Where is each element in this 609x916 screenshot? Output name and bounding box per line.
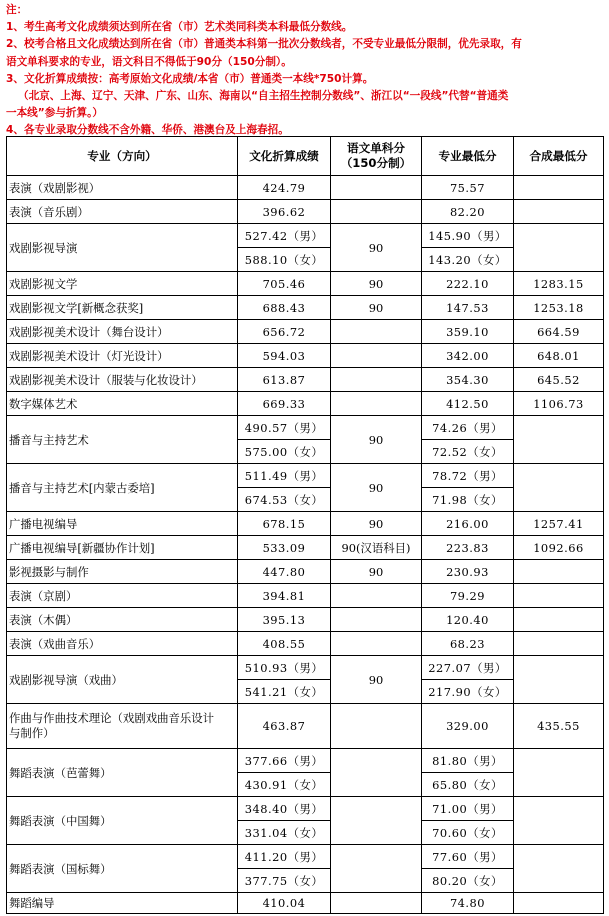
culture-cell: 395.13: [238, 608, 331, 632]
major-cell: 作曲与作曲技术理论（戏剧戏曲音乐设计与制作）: [7, 704, 238, 749]
specialty-cell: 216.00: [422, 512, 514, 536]
chinese-cell: [331, 584, 422, 608]
combined-cell: 664.59: [514, 320, 604, 344]
culture-cell: 688.43: [238, 296, 331, 320]
combined-cell: 1092.66: [514, 536, 604, 560]
table-row: [7, 797, 604, 821]
culture-cell: 396.62: [238, 200, 331, 224]
chinese-cell: [331, 392, 422, 416]
culture-cell: 533.09: [238, 536, 331, 560]
table-row: [7, 344, 604, 368]
table-row: [7, 224, 604, 248]
admission-score-table: [6, 136, 604, 914]
chinese-cell: 90: [331, 296, 422, 320]
specialty-cell: 70.60（女）: [422, 821, 514, 845]
chinese-cell: 90: [331, 464, 422, 512]
combined-cell: [514, 176, 604, 200]
major-cell: 播音与主持艺术[内蒙古委培]: [7, 464, 238, 512]
table-row: [7, 704, 604, 749]
table-row: [7, 845, 604, 869]
table-row: [7, 656, 604, 680]
specialty-cell: 78.72（男）: [422, 464, 514, 488]
combined-cell: [514, 749, 604, 797]
culture-cell: 408.55: [238, 632, 331, 656]
specialty-cell: 74.26（男）: [422, 416, 514, 440]
note-line: 一本线”参与折算。）: [6, 107, 104, 120]
chinese-cell: 90: [331, 416, 422, 464]
combined-cell: [514, 464, 604, 512]
table-row: [7, 200, 604, 224]
specialty-cell: 82.20: [422, 200, 514, 224]
major-cell: 广播电视编导: [7, 512, 238, 536]
table-row: [7, 368, 604, 392]
combined-cell: [514, 608, 604, 632]
chinese-cell: [331, 797, 422, 845]
culture-cell: 510.93（男）: [238, 656, 331, 680]
table-row: [7, 560, 604, 584]
specialty-cell: 79.29: [422, 584, 514, 608]
specialty-cell: 217.90（女）: [422, 680, 514, 704]
culture-cell: 463.87: [238, 704, 331, 749]
major-cell: 戏剧影视美术设计（服装与化妆设计）: [7, 368, 238, 392]
specialty-cell: 72.52（女）: [422, 440, 514, 464]
specialty-cell: 329.00: [422, 704, 514, 749]
chinese-cell: [331, 320, 422, 344]
table-row: [7, 464, 604, 488]
culture-cell: 377.66（男）: [238, 749, 331, 773]
admission-notes: [6, 2, 604, 140]
culture-cell: 348.40（男）: [238, 797, 331, 821]
specialty-cell: 147.53: [422, 296, 514, 320]
specialty-cell: 223.83: [422, 536, 514, 560]
table-row: [7, 296, 604, 320]
major-cell: 舞蹈表演（国标舞）: [7, 845, 238, 893]
header-combined-min: 合成最低分: [514, 137, 604, 176]
culture-cell: 447.80: [238, 560, 331, 584]
table-row: [7, 584, 604, 608]
major-cell: 戏剧影视文学: [7, 272, 238, 296]
combined-cell: [514, 893, 604, 914]
table-row: [7, 392, 604, 416]
culture-cell: 377.75（女）: [238, 869, 331, 893]
combined-cell: 1106.73: [514, 392, 604, 416]
header-specialty-min: 专业最低分: [422, 137, 514, 176]
header-chinese-score: 语文单科分（150分制）: [331, 137, 422, 176]
combined-cell: [514, 632, 604, 656]
major-cell: 舞蹈编导: [7, 893, 238, 914]
chinese-cell: [331, 749, 422, 797]
specialty-cell: 81.80（男）: [422, 749, 514, 773]
culture-cell: 669.33: [238, 392, 331, 416]
combined-cell: 1283.15: [514, 272, 604, 296]
combined-cell: 1257.41: [514, 512, 604, 536]
table-header-row: [7, 137, 604, 176]
specialty-cell: 68.23: [422, 632, 514, 656]
specialty-cell: 80.20（女）: [422, 869, 514, 893]
culture-cell: 331.04（女）: [238, 821, 331, 845]
specialty-cell: 222.10: [422, 272, 514, 296]
major-cell: 舞蹈表演（中国舞）: [7, 797, 238, 845]
table-row: [7, 512, 604, 536]
major-cell: 表演（戏曲音乐）: [7, 632, 238, 656]
table-row: [7, 272, 604, 296]
chinese-cell: [331, 344, 422, 368]
specialty-cell: 75.57: [422, 176, 514, 200]
note-line: （北京、上海、辽宁、天津、广东、山东、海南以“自主招生控制分数线”、浙江以“一段线”代替“普通类: [18, 90, 509, 103]
major-cell: 戏剧影视文学[新概念获奖]: [7, 296, 238, 320]
specialty-cell: 77.60（男）: [422, 845, 514, 869]
culture-cell: 588.10（女）: [238, 248, 331, 272]
major-cell: 表演（戏剧影视）: [7, 176, 238, 200]
specialty-cell: 145.90（男）: [422, 224, 514, 248]
culture-cell: 490.57（男）: [238, 416, 331, 440]
specialty-cell: 412.50: [422, 392, 514, 416]
note-line: 2、校考合格且文化成绩达到所在省（市）普通类本科第一批次分数线者，不受专业最低分限制，优先录取，有: [6, 38, 522, 51]
combined-cell: [514, 560, 604, 584]
table-row: [7, 320, 604, 344]
major-cell: 广播电视编导[新疆协作计划]: [7, 536, 238, 560]
chinese-cell: [331, 176, 422, 200]
culture-cell: 424.79: [238, 176, 331, 200]
table-row: [7, 416, 604, 440]
culture-cell: 594.03: [238, 344, 331, 368]
combined-cell: [514, 584, 604, 608]
specialty-cell: 71.98（女）: [422, 488, 514, 512]
chinese-cell: [331, 608, 422, 632]
major-cell: 表演（京剧）: [7, 584, 238, 608]
major-cell: 表演（木偶）: [7, 608, 238, 632]
chinese-cell: 90: [331, 224, 422, 272]
chinese-cell: 90: [331, 656, 422, 704]
culture-cell: 674.53（女）: [238, 488, 331, 512]
combined-cell: [514, 200, 604, 224]
specialty-cell: 120.40: [422, 608, 514, 632]
culture-cell: 394.81: [238, 584, 331, 608]
specialty-cell: 65.80（女）: [422, 773, 514, 797]
combined-cell: 645.52: [514, 368, 604, 392]
table-row: [7, 608, 604, 632]
combined-cell: 648.01: [514, 344, 604, 368]
table-row: [7, 632, 604, 656]
table-row: [7, 176, 604, 200]
major-cell: 戏剧影视导演: [7, 224, 238, 272]
culture-cell: 410.04: [238, 893, 331, 914]
chinese-cell: [331, 632, 422, 656]
chinese-cell: [331, 368, 422, 392]
culture-cell: 705.46: [238, 272, 331, 296]
note-line: 4、各专业录取分数线不含外籍、华侨、港澳台及上海春招。: [6, 124, 289, 137]
table-row: [7, 749, 604, 773]
table-row: [7, 893, 604, 914]
culture-cell: 656.72: [238, 320, 331, 344]
combined-cell: [514, 845, 604, 893]
chinese-cell: 90(汉语科目): [331, 536, 422, 560]
specialty-cell: 143.20（女）: [422, 248, 514, 272]
combined-cell: [514, 416, 604, 464]
specialty-cell: 354.30: [422, 368, 514, 392]
combined-cell: [514, 656, 604, 704]
chinese-cell: [331, 704, 422, 749]
specialty-cell: 71.00（男）: [422, 797, 514, 821]
major-cell: 戏剧影视美术设计（灯光设计）: [7, 344, 238, 368]
culture-cell: 511.49（男）: [238, 464, 331, 488]
major-cell: 舞蹈表演（芭蕾舞）: [7, 749, 238, 797]
specialty-cell: 74.80: [422, 893, 514, 914]
culture-cell: 613.87: [238, 368, 331, 392]
note-line: 语文单科要求的专业，语文科目不得低于90分（150分制）。: [6, 55, 292, 68]
major-cell: 表演（音乐剧）: [7, 200, 238, 224]
combined-cell: [514, 224, 604, 272]
major-cell: 影视摄影与制作: [7, 560, 238, 584]
specialty-cell: 227.07（男）: [422, 656, 514, 680]
culture-cell: 430.91（女）: [238, 773, 331, 797]
note-line: 3、文化折算成绩按：高考原始文化成绩/本省（市）普通类一本线*750计算。: [6, 72, 374, 85]
header-major: 专业（方向）: [7, 137, 238, 176]
combined-cell: [514, 797, 604, 845]
notes-heading: 注：: [6, 4, 28, 16]
combined-cell: 435.55: [514, 704, 604, 749]
major-cell: 播音与主持艺术: [7, 416, 238, 464]
note-line: 1、考生高考文化成绩须达到所在省（市）艺术类同科类本科最低分数线。: [6, 21, 353, 34]
culture-cell: 575.00（女）: [238, 440, 331, 464]
culture-cell: 678.15: [238, 512, 331, 536]
major-cell: 戏剧影视导演（戏曲）: [7, 656, 238, 704]
culture-cell: 541.21（女）: [238, 680, 331, 704]
specialty-cell: 230.93: [422, 560, 514, 584]
header-culture-score: 文化折算成绩: [238, 137, 331, 176]
major-cell: 数字媒体艺术: [7, 392, 238, 416]
specialty-cell: 342.00: [422, 344, 514, 368]
chinese-cell: 90: [331, 512, 422, 536]
culture-cell: 527.42（男）: [238, 224, 331, 248]
chinese-cell: [331, 200, 422, 224]
chinese-cell: 90: [331, 560, 422, 584]
table-row: [7, 536, 604, 560]
chinese-cell: 90: [331, 272, 422, 296]
chinese-cell: [331, 845, 422, 893]
culture-cell: 411.20（男）: [238, 845, 331, 869]
major-cell: 戏剧影视美术设计（舞台设计）: [7, 320, 238, 344]
specialty-cell: 359.10: [422, 320, 514, 344]
combined-cell: 1253.18: [514, 296, 604, 320]
chinese-cell: [331, 893, 422, 914]
